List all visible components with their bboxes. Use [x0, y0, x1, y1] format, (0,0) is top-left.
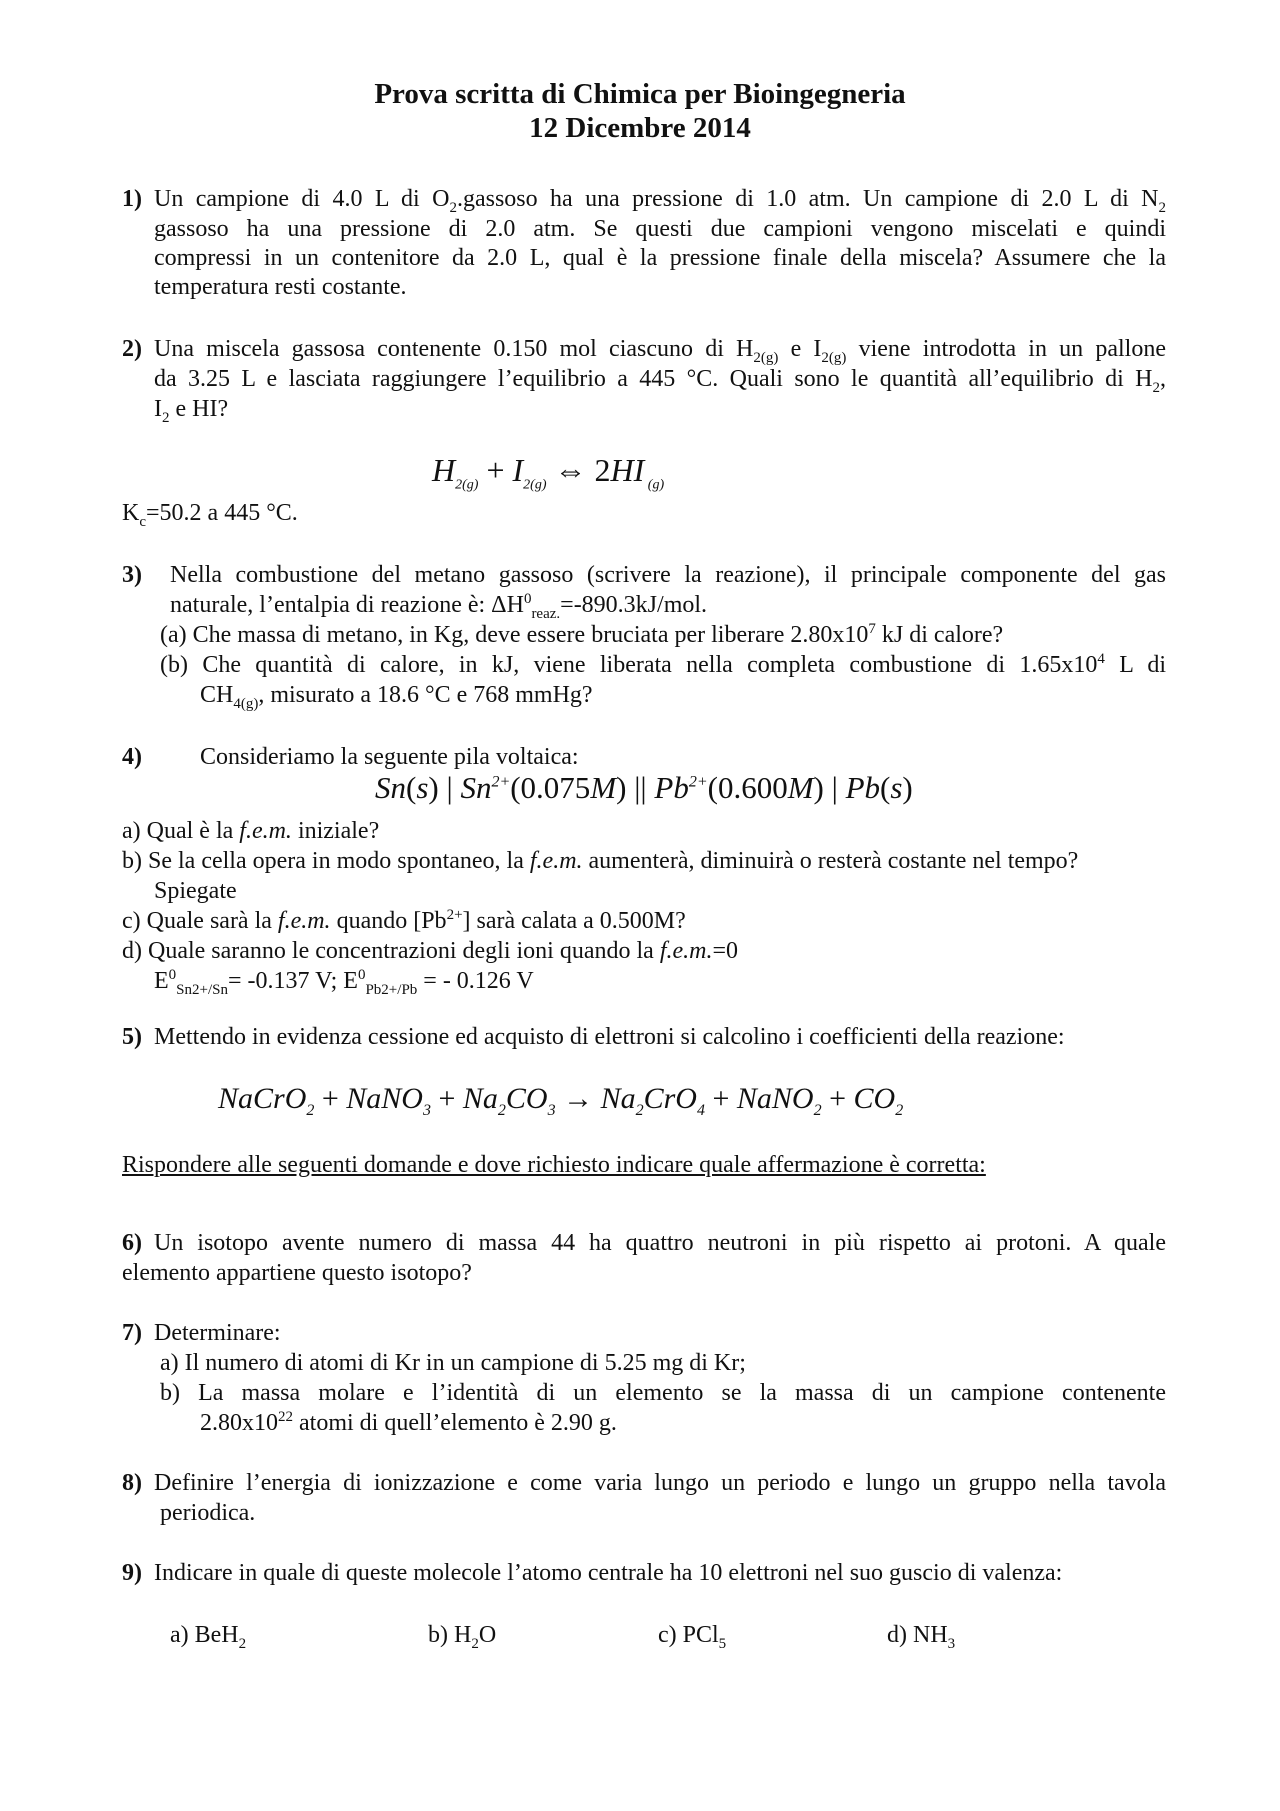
q1-line3: compressi in un contenitore da 2.0 L, qual è la pressione finale della miscela? Assumere che la: [154, 245, 1166, 271]
q4-cell-notation: Sn(s) | $Sn^{2+}(0.075M)$ || $Pb^{2+}(0.600M)$ | Pb(s): [375, 770, 913, 805]
q2-line2: da 3.25 L e lasciata raggiungere l’equilibrio a 445 °C. Quali sono le quantità all’equilibrio di $H_2$,: [154, 366, 1166, 396]
q4-intro: Consideriamo la seguente pila voltaica:: [200, 744, 579, 770]
q3-part-b: (b) Che quantità di calore, in kJ, viene liberata nella completa combustione di $1.65x10^4$ L di: [160, 651, 1167, 678]
q8-line1: Definire l’energia di ionizzazione e come varia lungo un periodo e lungo un gruppo nella tavola: [154, 1470, 1166, 1496]
q9-option-b: b) $H_2O$: [428, 1622, 497, 1652]
q2-line3: $I_2$ e HI?: [154, 396, 229, 426]
q2-number: 2): [122, 336, 142, 362]
q3-line2: naturale, l’entalpia di reazione è: $\Delta H^0_{reaz.}=-890.3kJ$/mol.: [170, 591, 708, 622]
q7-part-a: a) Il numero di atomi di Kr in un campione di 5.25 mg di Kr;: [160, 1350, 746, 1376]
q5-text: Mettendo in evidenza cessione ed acquisto di elettroni si calcolino i coefficienti della reazione:: [154, 1024, 1065, 1050]
q9-option-a: a) BeH$_2$: [170, 1622, 247, 1652]
q4-standard-potentials: $E^0_{Sn2+/Sn}= -0.137$ V; $E^0_{Pb2+/Pb}$ = - 0.126 V: [154, 967, 534, 998]
q7-intro: Determinare:: [154, 1320, 281, 1346]
exam-title: Prova scritta di Chimica per Bioingegneria: [374, 78, 906, 110]
q6-line2: elemento appartiene questo isotopo?: [122, 1260, 472, 1286]
q9-option-d: d) $NH_3$: [887, 1622, 956, 1652]
q7-number: 7): [122, 1320, 142, 1346]
q3-number: 3): [122, 562, 142, 588]
q4-part-b-line2: Spiegate: [154, 878, 237, 904]
q4-part-c: c) Quale sarà la f.e.m. quando $[Pb^{2+}]$ sarà calata a 0.500M?: [122, 907, 686, 934]
q1-line1: Un campione di 4.0 L di $O_2.gassoso$ ha una pressione di 1.0 atm. Un campione di 2.0 L di $N_2$: [154, 186, 1167, 216]
q1-line2: gassoso ha una pressione di 2.0 atm. Se questi due campioni vengono miscelati e quindi: [154, 216, 1166, 242]
q6-number: 6): [122, 1230, 142, 1256]
exam-date: 12 Dicembre 2014: [529, 112, 751, 144]
q7-part-b-line2: $2.80x10^{22}$ atomi di quell’elemento è 2.90 g.: [200, 1409, 617, 1436]
q3-line1: Nella combustione del metano gassoso (scrivere la reazione), il principale componente del gas: [170, 562, 1166, 588]
q9-number: 9): [122, 1560, 142, 1586]
q8-number: 8): [122, 1470, 142, 1496]
q4-part-d: d) Quale saranno le concentrazioni degli ioni quando la f.e.m.=0: [122, 938, 739, 964]
q5-redox-equation: NaCrO$_2$ + NaNO$_3$ + $Na_2CO_3 \to Na_2CrO_4$ + NaNO$_2$ + $CO_2$: [218, 1082, 904, 1119]
section-instructions: Rispondere alle seguenti domande e dove richiesto indicare quale affermazione è corretta:: [122, 1152, 986, 1178]
q2-line1: Una miscela gassosa contenente 0.150 mol ciascuno di $H_{2(g)}$ e $I_{2(g)}$ viene introdotta in un pallone: [154, 336, 1166, 366]
q4-part-a: a) Qual è la f.e.m. iniziale?: [122, 818, 380, 844]
q8-line2: periodica.: [160, 1500, 256, 1526]
q3-part-a: (a) Che massa di metano, in Kg, deve essere bruciata per liberare $2.80x10^7$ kJ di calore?: [160, 621, 1004, 648]
q6-line1: Un isotopo avente numero di massa 44 ha quattro neutroni in più rispetto ai protoni. A quale: [154, 1230, 1166, 1256]
q9-text: Indicare in quale di queste molecole l’atomo centrale ha 10 elettroni nel suo guscio di valenza:: [154, 1560, 1063, 1586]
q3-part-b-line2: $CH_{4(g)}$, misurato a 18.6 °C e 768 mmHg?: [200, 682, 593, 712]
q9-option-c: c) PCl$_5$: [658, 1622, 727, 1652]
q1-number: 1): [122, 186, 142, 212]
q5-number: 5): [122, 1024, 142, 1050]
q7-part-b: b) La massa molare e l’identità di un elemento se la massa di un campione contenente: [160, 1380, 1166, 1406]
q2-equilibrium-equation: $H_{2(g)} + I_{2(g)}$ ⇔ 2HI $_{(g)}$: [432, 452, 665, 493]
q1-line4: temperatura resti costante.: [154, 274, 407, 300]
q2-kc: $K_c=50.2$ a 445 °C.: [122, 500, 298, 530]
q4-part-b: b) Se la cella opera in modo spontaneo, la f.e.m. aumenterà, diminuirà o resterà costante nel tempo?: [122, 848, 1079, 874]
q4-number: 4): [122, 744, 142, 770]
